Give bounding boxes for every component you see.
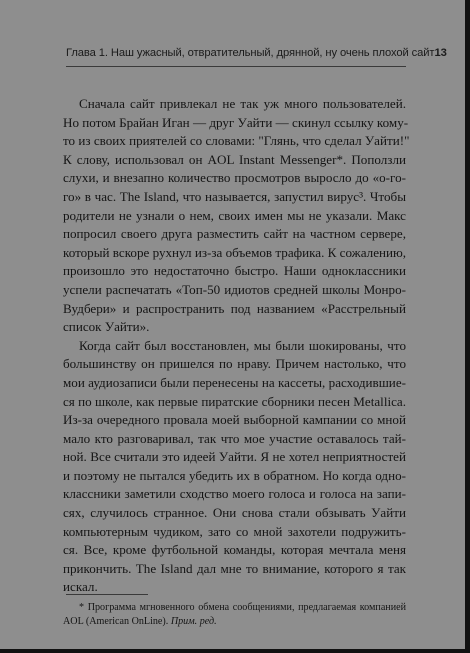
text-line: ся. Все, кроме футбольной команды, которая мечтала меня xyxy=(63,542,406,558)
page-number: 13 xyxy=(434,47,447,59)
text-line: классники заметили сходство моего голоса и голоса на запи- xyxy=(63,486,406,502)
text-line: Но потом Брайан Иган — друг Уайти — скинул ссылку кому- xyxy=(63,114,409,130)
text-line: Из-за очередного провала моей выборной кампании со мной xyxy=(63,412,406,428)
text-line: большинству он пришелся по нраву. Причем настолько, что xyxy=(63,356,406,372)
footnote-rule xyxy=(66,594,148,595)
text-line: прикончить. The Island дал мне то внимание, которого я так xyxy=(63,560,406,576)
text-line: Когда сайт был восстановлен, мы были шокированы, что xyxy=(79,337,406,353)
running-header xyxy=(66,47,447,59)
text-line: то из своих приятелей со словами: "Глянь, что сделал Уайти!" xyxy=(63,133,410,149)
text-line: К слову, использовал он AOL Instant Messenger*. Поползли xyxy=(63,151,406,167)
footnote-text: AOL (American OnLine). xyxy=(63,616,169,628)
text-line: попросил своего друга разместить сайт на частном сервере, xyxy=(63,226,406,242)
text-line: Вудбери» и распространить под названием «Расстрельный xyxy=(63,300,406,316)
text-line: компьютерным чудиком, зато со мной захотели подружить- xyxy=(63,523,406,539)
header-rule xyxy=(66,66,406,67)
body-text xyxy=(63,95,410,597)
footnote-line: * Программа мгновенного обмена сообщениями, предлагаемая компанией xyxy=(79,602,406,613)
text-line: мало кто разговаривал, так что мое участие оставалось тай- xyxy=(63,430,406,446)
text-line: который вскоре рухнул из-за объемов трафика. К сожалению, xyxy=(63,244,407,260)
editor-note: Прим. ред. xyxy=(170,616,217,628)
footnote xyxy=(63,601,406,629)
text-line: Сначала сайт привлекал не так уж много пользователей. xyxy=(79,96,406,111)
paragraph-2 xyxy=(63,337,406,597)
text-line: произошло это недостаточно быстро. Наши одноклассники xyxy=(63,263,406,279)
text-line: го» в час. The Island, что называется, запустил вирус³. Чтобы xyxy=(63,188,406,204)
text-line: ся по школе, как первые пиратские сборники песен Metallica. xyxy=(63,393,406,409)
text-line: список Уайти». xyxy=(63,319,150,335)
text-line: родители не узнали о нем, своих имен мы не указали. Макс xyxy=(63,207,406,223)
paragraph-1 xyxy=(63,95,410,337)
chapter-title: Глава 1. Наш ужасный, отвратительный, дрянной, ну очень плохой сайт xyxy=(66,47,435,59)
text-line: сях, случилось странное. Они снова стали обзывать Уайти xyxy=(63,505,406,521)
footnote-line-last xyxy=(63,615,406,629)
text-line: успели распечатать «Топ-50 идиотов средней школы Монро- xyxy=(63,281,406,297)
text-line: ной. Все считали это идеей Уайти. Я не хотел неприятностей xyxy=(63,449,406,465)
text-line: слухи, и внезапно количество просмотров выросло до «о-го- xyxy=(63,170,406,186)
text-line: искал. xyxy=(63,579,98,595)
text-line: мои аудиозаписи были перенесены на кассеты, расходившие- xyxy=(63,374,406,390)
text-line: и поэтому не пытался убедить их в обратном. Но когда одно- xyxy=(63,467,406,483)
